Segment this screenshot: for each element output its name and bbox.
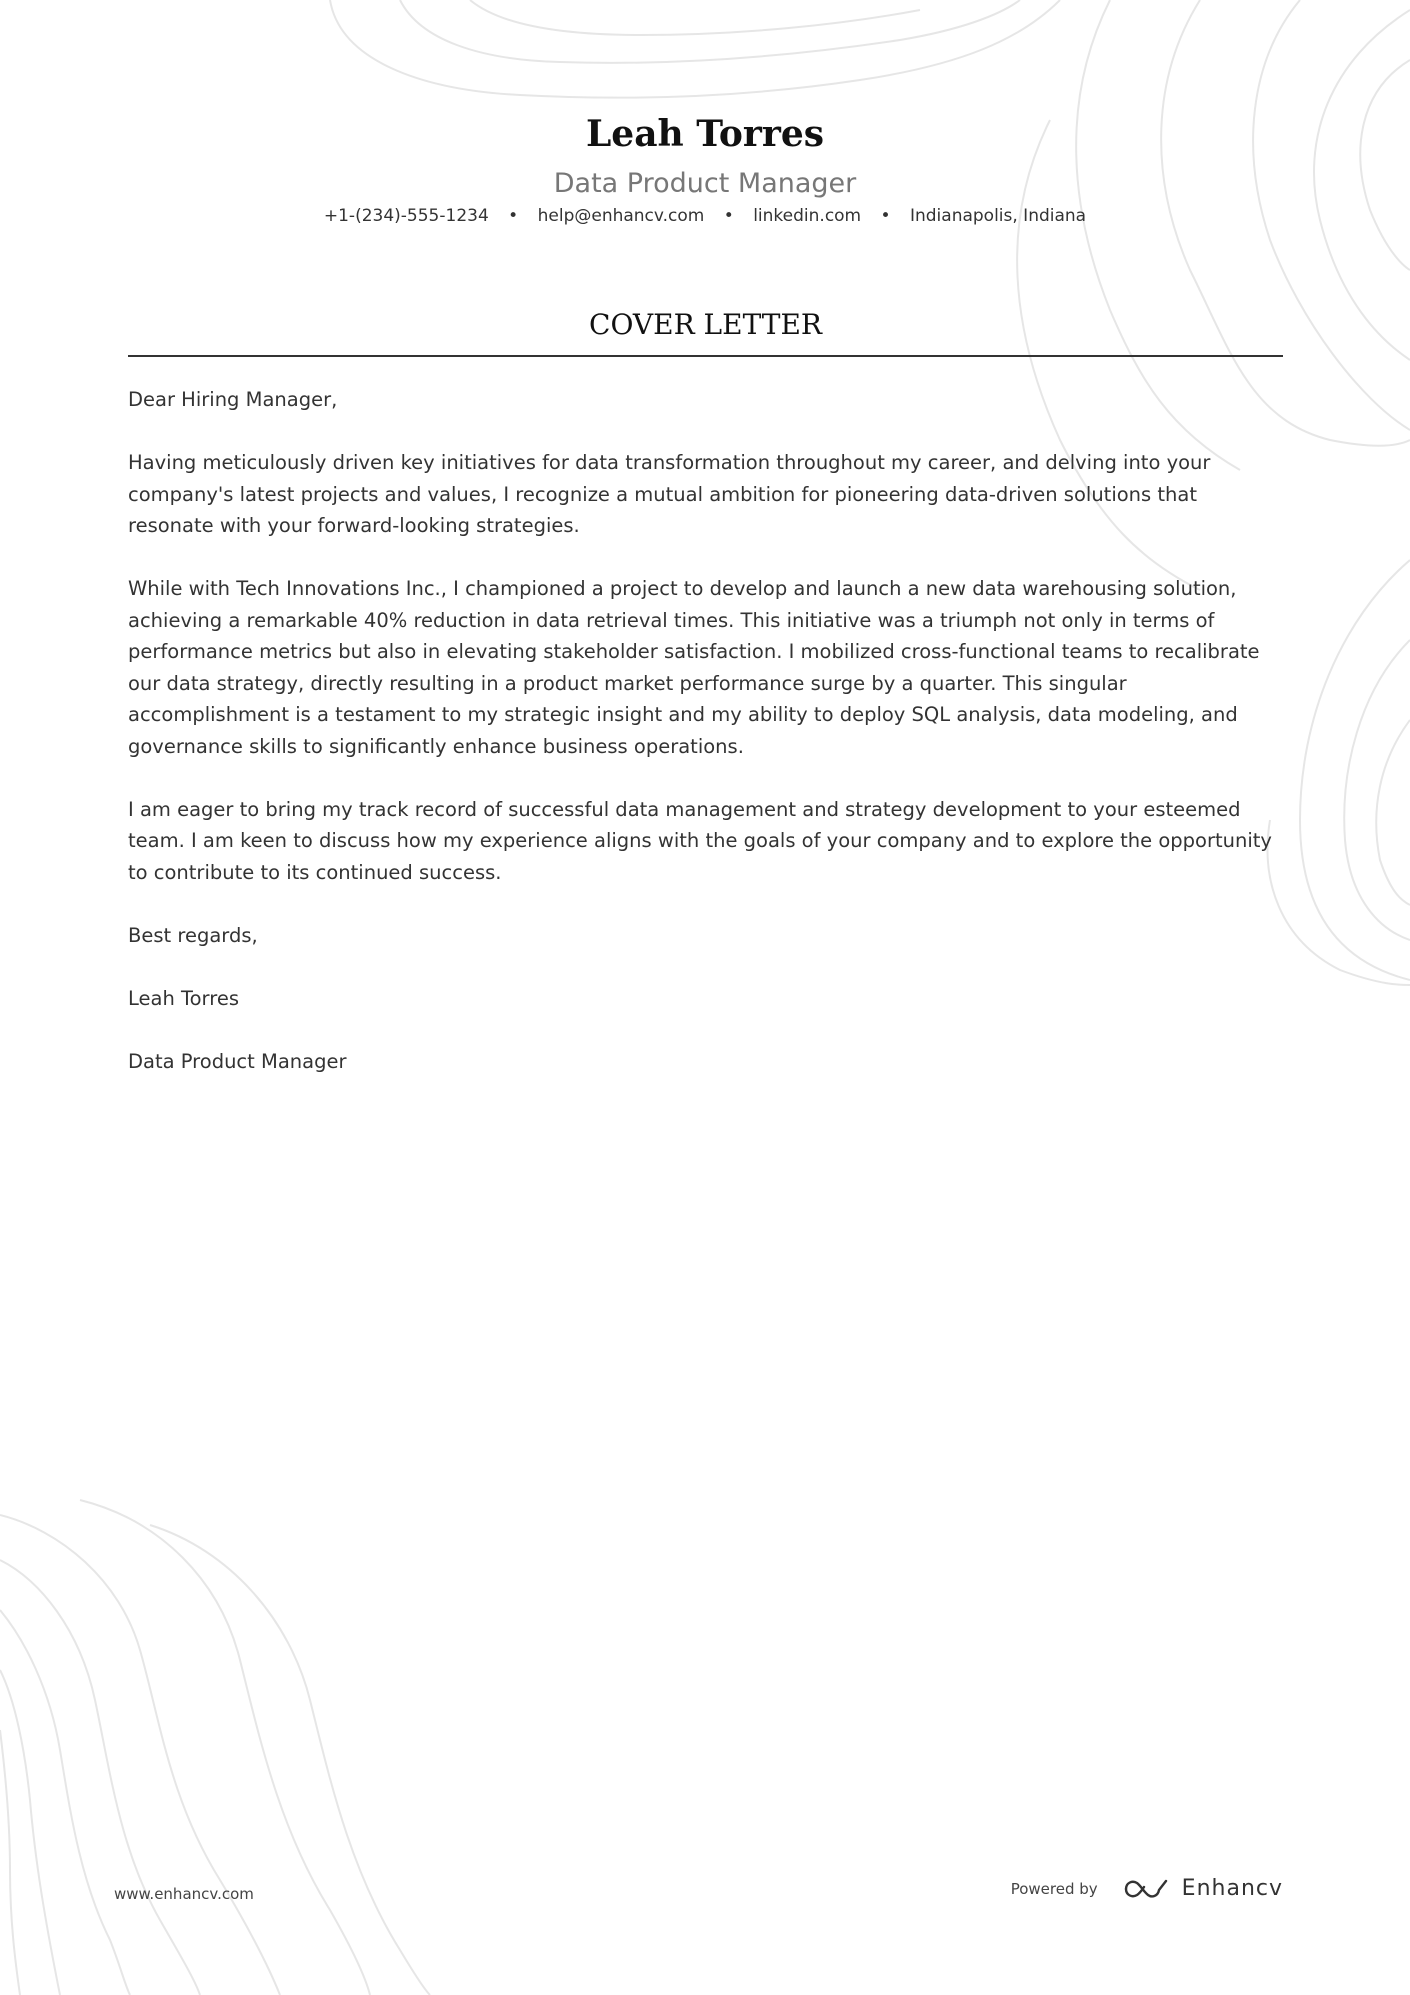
letter-body [128, 384, 1288, 1109]
enhancv-logo-icon [1124, 1878, 1170, 1900]
phone-number: +1-(234)-555-1234 [323, 206, 489, 226]
letter-paragraph: While with Tech Innovations Inc., I championed a project to develop and launch a new data warehousing solution, achieving a remarkable 40% reduction in data retrieval times. This initiative was a triumph not only in terms of performance metrics but also in elevating stakeholder satisfaction. I mobilized cross-functional teams to recalibrate our data strategy, directly resulting in a product market performance surge by a quarter. This singular accomplishment is a testament to my strategic insight and my ability to deploy SQL analysis, data modeling, and governance skills to significantly enhance business operations. [128, 577, 1260, 758]
section-title: COVER LETTER [128, 305, 1283, 357]
footer-branding [1011, 1876, 1283, 1901]
enhancv-brand-name: Enhancv [1181, 1876, 1283, 1901]
applicant-job-title: Data Product Manager [553, 168, 857, 199]
letter-closing: Best regards, [128, 923, 258, 947]
applicant-name: Leah Torres [585, 113, 825, 155]
letter-paragraph: I am eager to bring my track record of successful data management and strategy development to your esteemed team. I am keen to discuss how my experience aligns with the goals of your company and to explore the opportunity to contribute to its continued success. [128, 797, 1272, 884]
email-address: help@enhancv.com [537, 206, 705, 226]
bullet-separator: • [508, 206, 519, 226]
letter-greeting: Dear Hiring Manager, [128, 388, 338, 411]
bullet-separator: • [880, 206, 891, 226]
bullet-separator: • [723, 206, 734, 226]
letter-paragraph: Having meticulously driven key initiatives for data transformation throughout my career, and delving into your company's latest projects and values, I recognize a mutual ambition for pioneering data-driven solutions that resonate with your forward-looking strategies. [128, 451, 1211, 537]
location: Indianapolis, Indiana [909, 206, 1087, 226]
powered-by-label: Powered by [1010, 1879, 1098, 1898]
resume-header [0, 110, 1410, 228]
signature-title: Data Product Manager [128, 1049, 347, 1073]
contact-info [0, 204, 1410, 228]
signature-name: Leah Torres [128, 986, 239, 1010]
footer-website: www.enhancv.com [114, 1885, 254, 1903]
linkedin-link: linkedin.com [753, 206, 862, 226]
